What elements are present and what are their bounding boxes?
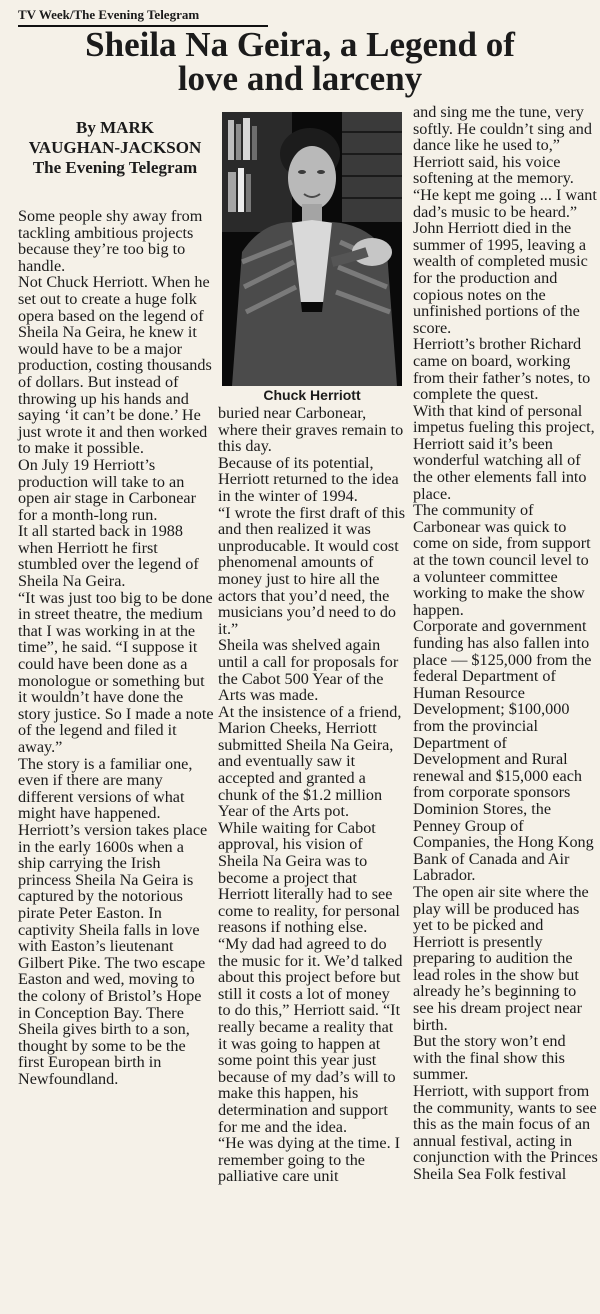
paragraph: Because of its potential, Herriott returned to the idea in the winter of 1994. bbox=[218, 453, 399, 505]
paragraph: “My dad had agreed to do the music for it. We’d talked about this project before but still it costs a lot of money to do this,” Herriott said. “It really became a reality that it was going to happen at some point this year just because of my dad’s will to make this happen, his determination and support for me and the idea. bbox=[218, 935, 403, 1136]
masthead: TV Week/The Evening Telegram bbox=[18, 7, 268, 27]
paragraph: Herriott, with support from the community, wants to see this as the main focus of an annual festival, acting in conjunction with the Princes Sheila Sea Folk festival bbox=[413, 1082, 598, 1183]
paragraph: buried near Carbonear, where their graves remain to this day. bbox=[218, 404, 404, 456]
byline bbox=[20, 118, 210, 178]
paragraph: Sheila was shelved again until a call for proposals for the Cabot 500 Year of the Arts was made. bbox=[218, 636, 399, 705]
portrait-photo bbox=[222, 112, 402, 386]
paragraph: Herriott’s brother Richard came on board, working from their father’s notes, to complete the quest. bbox=[413, 335, 591, 404]
paragraph: Some people shy away from tackling ambitious projects because they’re too big to handle. bbox=[18, 207, 203, 275]
paragraph: With that kind of personal impetus fueling this project, Herriott said it’s been wonderful watching all of the other elements fall into place. bbox=[413, 401, 595, 503]
photo-caption: Chuck Herriott bbox=[263, 387, 361, 403]
paragraph: On July 19 Herriott’s production will take to an open air stage in Carbonear for a month-long run. bbox=[18, 455, 196, 524]
paragraph: The story is a familiar one, even if there are many different versions of what might have happened. bbox=[18, 754, 193, 823]
paragraph: While waiting for Cabot approval, his vision of Sheila Na Geira was to become a project that Herriott literally had to see come to reality, for personal reasons if nothing else. bbox=[218, 818, 400, 937]
headline bbox=[10, 25, 590, 98]
paragraph: The open air site where the play will be produced has yet to be picked and Herriott is presently preparing to audition the lead roles in the show but already he’s beginning to see his dream project near birth. bbox=[413, 882, 589, 1034]
headline-line-1: Sheila Na Geira, a Legend of bbox=[85, 25, 515, 64]
paragraph: Herriott’s version takes place in the early 1600s when a ship carrying the Irish princess Sheila Na Geira is captured by the notorious pirate Peter Easton. In captivity Sheila falls in love with Easton’s lieutenant Gilbert Pike. The two escape Easton and wed, moving to the colony of Bristol’s Hope in Conception Bay. There Sheila gives birth to a son, thought by some to be the first European birth in Newfoundland. bbox=[18, 820, 208, 1088]
paragraph: “He was dying at the time. I remember going to the palliative care unit bbox=[218, 1134, 401, 1186]
paragraph: Corporate and government funding has also fallen into place — $125,000 from the federal Department of Human Resource Development; $100,000 from the provincial Department of Development and Rural renewal and $15,000 each from corporate sponsors Dominion Stores, the Penney Group of Companies, the Hong Kong Bank of Canada and Air Labrador. bbox=[413, 617, 594, 885]
article-column-2 bbox=[218, 405, 406, 1185]
article-column-1 bbox=[18, 208, 214, 1087]
paragraph: “It was just too big to be done in street theatre, the medium that I was working in at the time”, he said. “I suppose it could have been done as a monologue or something but it wouldn’t have done the story justice. So I made a note of the legend and filed it away.” bbox=[18, 588, 214, 756]
paragraph: The community of Carbonear was quick to come on side, from support at the town council level to a volunteer committee working to make the show happen. bbox=[413, 501, 591, 619]
paragraph: and sing me the tune, very softly. He couldn’t sing and dance like he used to,” Herriott said, his voice softening at the memory. “He kept me going ... I want dad’s music to be heard.” bbox=[413, 103, 597, 221]
paragraph: It all started back in 1988 when Herriott he first stumbled over the legend of Sheila Na Geira. bbox=[18, 522, 199, 591]
headline-line-2: love and larceny bbox=[177, 59, 423, 98]
paragraph: Not Chuck Herriott. When he set out to create a huge folk opera based on the legend of Sheila Na Geira, he knew it would have to be a major production, costing thousands of dollars. But instead of throwing up his hands and saying ‘it can’t be done.’ He just wrote it and then worked to make it possible. bbox=[18, 273, 212, 458]
byline-line-2: VAUGHAN-JACKSON bbox=[28, 138, 202, 157]
paragraph: John Herriott died in the summer of 1995, leaving a wealth of completed music for the production and copious notes on the unfinished portions of the score. bbox=[413, 219, 588, 337]
paragraph: But the story won’t end with the final show this summer. bbox=[413, 1032, 566, 1084]
article-column-3 bbox=[413, 104, 598, 1183]
byline-line-1: By MARK bbox=[76, 118, 154, 137]
byline-line-3: The Evening Telegram bbox=[32, 158, 198, 177]
paragraph: At the insistence of a friend, Marion Cheeks, Herriott submitted Sheila Na Geira, and eventually saw it accepted and granted a chunk of the $1.2 million Year of the Arts pot. bbox=[218, 702, 402, 821]
paragraph: “I wrote the first draft of this and then realized it was unproducable. It would cost phenomenal amounts of money just to hire all the actors that you’d need, the musicians you’d need to do it.” bbox=[218, 503, 405, 638]
portrait-illustration bbox=[222, 112, 402, 386]
